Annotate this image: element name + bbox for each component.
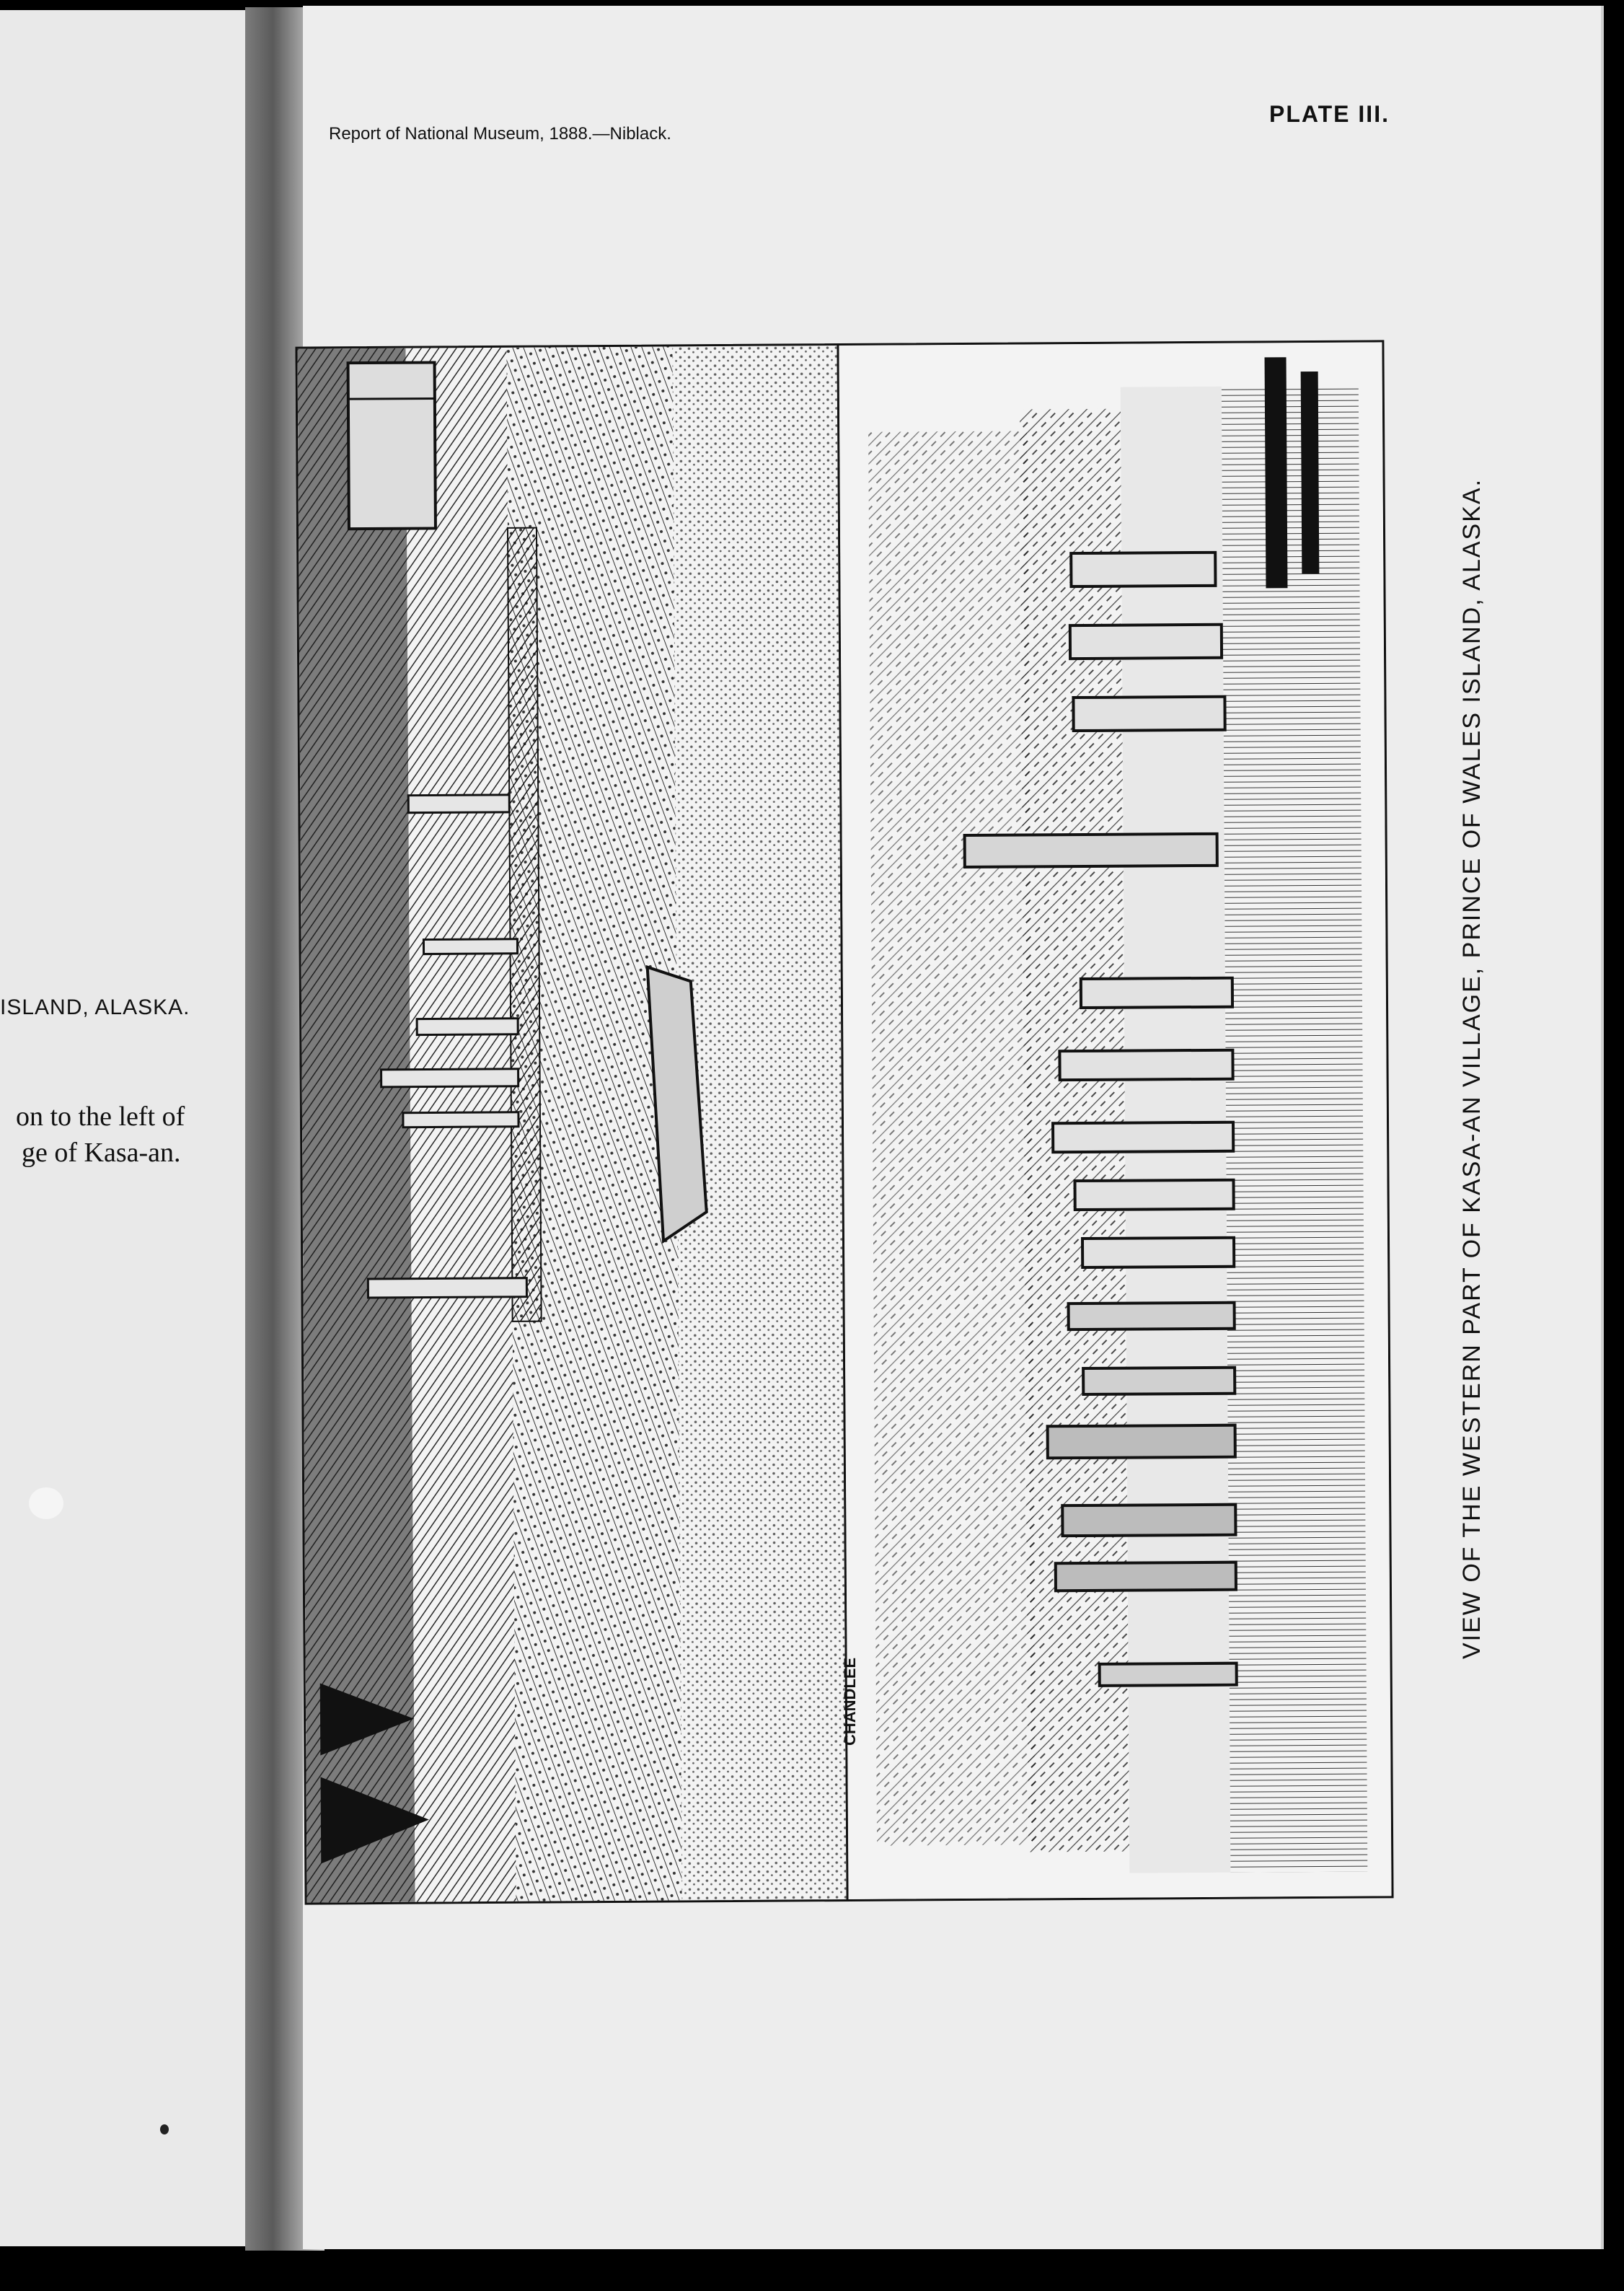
shore-view-engraving [297,346,846,1903]
plate-caption: VIEW OF THE WESTERN PART OF KASA-AN VILLAGE, PRINCE OF WALES ISLAND, ALASKA. [1458,478,1486,1659]
illustration-panel-shore-view [297,346,848,1903]
left-page [0,10,255,2246]
left-page-text-line-1: on to the left of [16,1101,185,1132]
artist-signature: CHANDLEE [841,1657,859,1746]
left-page-caption-fragment: ISLAND, ALASKA. [0,995,190,1019]
left-page-stain [29,1487,63,1519]
left-page-text-line-2: ge of Kasa-an. [22,1138,181,1168]
illustration-panel-totem-row [839,342,1391,1899]
totem-row-engraving [839,342,1391,1899]
plate-label: PLATE III. [1269,101,1390,127]
left-page-mark [160,2124,169,2134]
running-head: Report of National Museum, 1888.—Niblack. [329,124,671,144]
